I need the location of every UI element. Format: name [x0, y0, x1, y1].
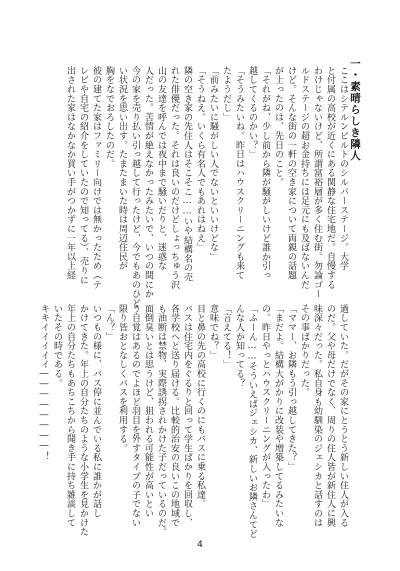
text-column: 「ふーん……そういえばジェシカ、新しいお隣さんてど — [247, 304, 257, 539]
top-text-block — [63, 66, 349, 308]
chapter-heading: 一・素晴らしき隣人 — [349, 58, 361, 162]
text-column: れた俳優だった。それは良いのだけどしょっちゅう沢 — [169, 66, 179, 290]
text-column: 人だった。苦情が絶えなかったみたいで、いつの間にか — [143, 66, 153, 299]
text-column: 「そうみたいね。昨日はハウスクリーニングも来て — [234, 66, 244, 280]
text-column: んな人か知ってる？ — [234, 304, 244, 388]
text-column: 「言えてる！」 — [221, 304, 231, 370]
text-column: 山の友達を呼んでは夜中まで騒いだりと、迷惑な — [156, 66, 166, 271]
text-column: 限り皆おとなしくバスを利用する。 — [117, 304, 127, 453]
text-column: い状況を思い出す。たまたまいた時は周辺住民が — [117, 66, 127, 271]
text-column: かけてきた。年上の自分たちのような小学生を見かけた — [78, 304, 88, 537]
text-column: 「ママー、お隣もう引っ越してきた？」 — [286, 304, 296, 472]
text-column: 過していた。だがその家にとうとう新しい住人が入る — [338, 304, 348, 528]
text-column: 「それがね、少し前から隣が騒がしいけど誰か引っ — [260, 66, 270, 280]
text-column: バスは住宅内をぐるりと回って学生ばかりを回収し、 — [182, 304, 192, 528]
text-column: 意味でね？」 — [208, 304, 218, 360]
text-column: う自覚はあるのでよほど羽目を外すタイプの子でない — [130, 304, 140, 528]
bottom-text-block — [37, 304, 349, 539]
text-column: たようだし」 — [221, 66, 231, 122]
text-column: わけじゃないけど、所謂富裕層が多く住む街。勿論ゴー — [312, 66, 322, 299]
text-column: いたその時である。 — [52, 304, 62, 388]
text-column: 彼の建てた家はファミリー向けでは無かったため（テ — [91, 66, 101, 290]
text-column: 隣の空き家の先住人はそこそこ……いや結構名の売 — [182, 66, 192, 282]
text-column: けど。そんな街の一軒の空き家について両親の話題 — [286, 66, 296, 280]
text-column: 今の家を売り払い引っ越して行ったけど、今でもあのひど — [130, 66, 140, 308]
text-column: その事ばかりだった。 — [299, 304, 309, 397]
text-column: の。昨日やっとハウスクリーニングが入ったわ」 — [260, 304, 270, 509]
text-column: が上ったのは、先日のこと。 — [273, 66, 283, 187]
text-column: 年上の自分たちもあちこちから聞き手に持ち雑談して — [65, 304, 75, 528]
text-column: 出された家はなかなか買い手がつかずに一年以上経 — [65, 66, 75, 280]
text-column: も油断は禁物、実際誘拐されかけた子だっているのだ。 — [156, 304, 166, 537]
text-column: 胸をなでおろしたのだ。 — [104, 66, 114, 169]
text-column: レビや自宅の紹介をしていたので知ってる）、売りに — [78, 66, 88, 285]
text-column: 「まだよ。結構大がかりに改装や増築してるみたいな — [273, 304, 283, 528]
text-column: 各学校へと送り届ける。比較的治安の良いこの地域で — [169, 304, 179, 528]
text-column: と付属の高校が近くにある関静な住宅地だ。自慢する — [325, 66, 335, 290]
text-column: 味深々だった。私自身も幼馴染のジェシカと話すのは — [312, 304, 322, 528]
text-column: ここはシテルンビルトのシルバーステージ。大学 — [338, 66, 348, 271]
text-column: キキイイイイイ――――――――！ — [39, 304, 49, 461]
text-column: 「ん？」 — [104, 304, 114, 342]
text-column: ルドステージの超お金持ちには足元にも及ばないんだ — [299, 66, 309, 290]
text-column: 「そうねえ。いくら有名人でもあれはねえ」 — [195, 66, 205, 252]
text-column: のだ。父や母だけでなく、周りの住人皆が新住人に興 — [325, 304, 335, 528]
text-column: 越してくるのかい？」 — [247, 66, 257, 159]
text-column: 面倒臭いとは思うけど、狙われる可能性が高いとい — [143, 304, 153, 518]
text-column: 目と鼻の先の高校に行くのにもバスに乗る私達。 — [195, 304, 205, 509]
text-column: いつもの様に、バス停に並んでいる私に誰かが話し — [91, 304, 101, 518]
page-number: 4 — [197, 540, 203, 550]
text-column: 「前みたいに騒がしい人でないといいけどな」 — [208, 66, 218, 262]
